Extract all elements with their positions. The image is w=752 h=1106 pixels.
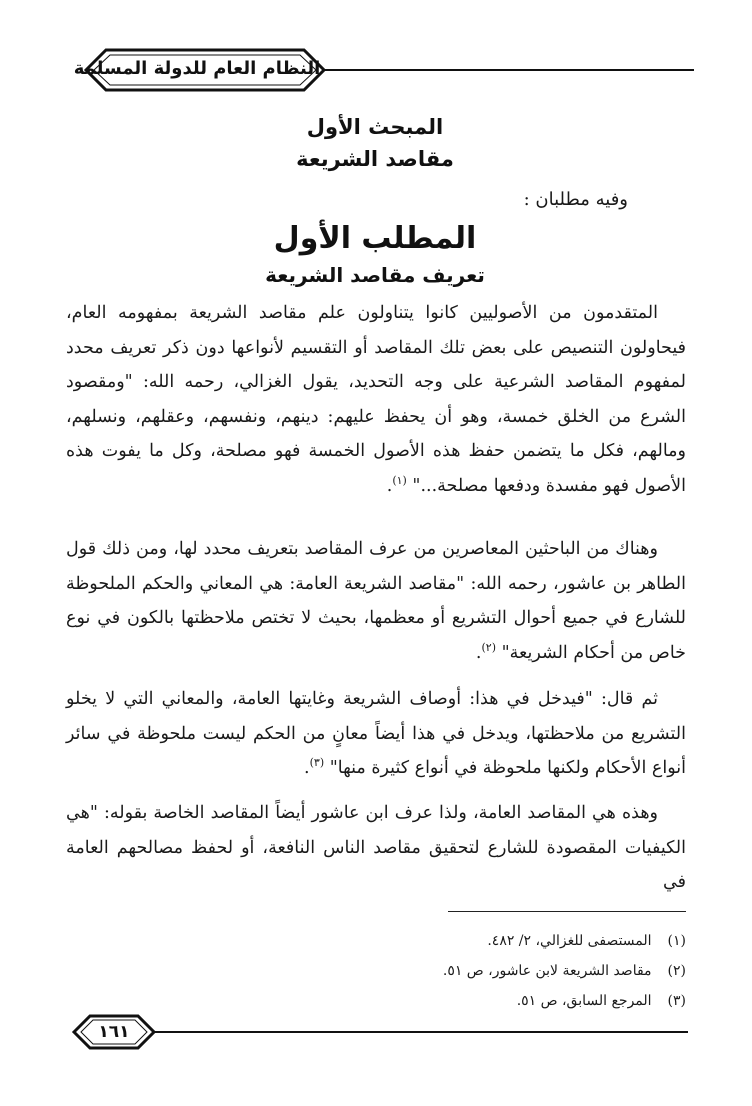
paragraph-2: [66, 532, 686, 670]
paragraph-3-end: .: [304, 758, 310, 778]
paragraph-1-end: .: [386, 475, 393, 496]
paragraph-1-text: المتقدمون من الأصوليين كانوا يتناولون علم مقاصد الشريعة بمفهومه العام، فيحاولون التنصيص على بعض تلك المقاصد أو التقسيم لأنواعها دون ذكر تعريف محدد لمفهوم المقاصد الشرعية على وجه التحديد، يقول الغزالي، رحمه الله: "ومقصود الشرع من الخلق خمسة، وهو أن يحفظ عليهم: دينهم، ونفسهم، وعقلهم، ونسلهم، ومالهم، فكل ما يتضمن حفظ هذه الأصول الخمسة فهو مصلحة، وكل ما يفوت هذه الأصول فهو مفسدة ودفعها مصلحة...": [66, 303, 686, 496]
footnote-ref-2: (٢): [481, 640, 496, 654]
page-number: ١٦١: [98, 1022, 130, 1042]
footnote-divider: [448, 911, 686, 912]
footnote-text: المستصفى للغزالي، ٢/ ٤٨٢.: [487, 933, 652, 949]
section-subtitle: مقاصد الشريعة: [296, 147, 454, 171]
footnote-text: مقاصد الشريعة لابن عاشور، ص ٥١.: [442, 963, 652, 979]
paragraph-4: [66, 796, 686, 900]
chapter-subtitle: تعريف مقاصد الشريعة: [265, 263, 485, 287]
section-title: المبحث الأول: [306, 115, 444, 139]
footer-frame: [68, 1010, 692, 1054]
footnote-item: [300, 956, 686, 986]
page-footer: [68, 1010, 692, 1054]
paragraph-1: [66, 296, 686, 503]
paragraph-3-text: ثم قال: "فيدخل في هذا: أوصاف الشريعة وغايتها العامة، والمعاني التي لا يخلو التشريع من ملاحظتها، ويدخل في هذا أيضاً معانٍ من الحكم ليست ملحوظة في سائر أنواع الأحكام ولكنها ملحوظة في أنواع كثيرة منها": [66, 689, 686, 778]
paragraph-2-end: .: [475, 642, 482, 663]
intro-line: وفيه مطلبان :: [523, 189, 628, 210]
paragraph-3: [66, 682, 686, 786]
footnote-number: (٢): [667, 963, 686, 979]
paragraph-2-text: وهناك من الباحثين المعاصرين من عرف المقاصد بتعريف محدد لها، ومن ذلك قول الطاهر بن عاشور، رحمه الله: "مقاصد الشريعة العامة: هي المعاني والحكم الملحوظة للشارع في جميع أحوال التشريع أو معظمها، بحيث لا تختص ملاحظتها بالكون في نوع خاص من أحكام الشريعة": [66, 539, 686, 663]
page-header: [72, 44, 696, 96]
footnote-ref-3: (٣): [309, 756, 325, 770]
footnotes: [300, 926, 686, 1016]
footnote-number: (٣): [667, 993, 686, 1009]
paragraph-4-text: وهذه هي المقاصد العامة، ولذا عرف ابن عاشور أيضاً المقاصد الخاصة بقوله: "هي الكيفيات المقصودة للشارع لتحقيق مقاصد الناس النافعة، أو لحفظ مصالحهم العامة في: [66, 803, 686, 892]
footnote-text: المرجع السابق، ص ٥١.: [516, 993, 652, 1009]
running-header-title: النظام العام للدولة المسلمة: [73, 58, 321, 79]
footnote-item: [300, 926, 686, 956]
chapter-title: المطلب الأول: [273, 221, 477, 256]
footnote-number: (١): [667, 933, 686, 949]
footnote-ref-1: (١): [392, 473, 407, 487]
